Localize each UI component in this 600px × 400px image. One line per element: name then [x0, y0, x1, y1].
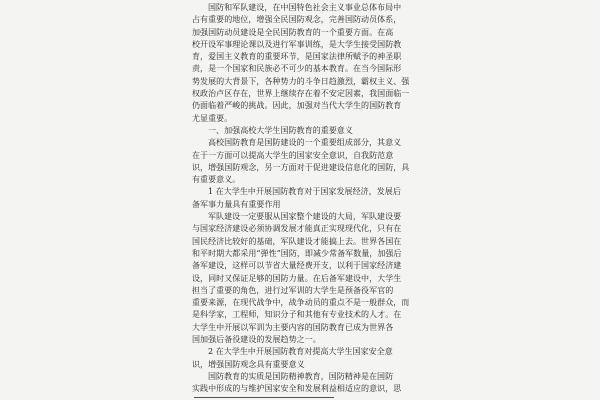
text-line: 育，爱国主义教育的重要环节，是国家法律所赋予的神圣职: [192, 52, 402, 62]
heading-text: 一、加强高校大学生国防教育的重要意义: [208, 125, 353, 135]
text-line: 校开设军事理论课以及进行军事训练，是大学生接受国防教: [192, 39, 402, 49]
text-line: 在于一方面可以提高大学生的国家安全意识，自我防范意: [192, 150, 394, 160]
text-line: 识，增强国防观念，另一方面对于促进建设信息化的国防，具: [192, 162, 410, 172]
text-line: 是科学家，工程师，知识分子和其他有专业技术的人才。在: [192, 310, 402, 320]
subheading-2: [192, 346, 417, 371]
footnote-rule: [194, 397, 334, 398]
subheading-text: 2 在大学生中开展国防教育对提高大学生国家安全意: [208, 347, 393, 357]
text-line: 备军建设，这样可以节省大量经费开支，以利于国家经济建: [192, 261, 402, 271]
text-line: 国防教育的实质是国防精神教育，国防精神是在国防: [208, 371, 394, 381]
subheading-text: 备军事力量具有重要作用: [192, 199, 281, 209]
text-line: 设，同时又保证足够的国防力量。在后备军建设中，大学生: [192, 273, 402, 283]
article-column: [192, 2, 417, 396]
text-line: 国加强后备役建设的发展趋势之一。: [192, 335, 321, 345]
text-line: 实践中形成的与维护国家安全和发展利益相适应的意识，思: [192, 384, 402, 394]
subheading-text: 1 在大学生中开展国防教育对于国家发展经济，发展后: [208, 187, 401, 197]
text-line: 军队建设一定要服从国家整个建设的大局，军队建设要: [208, 212, 402, 222]
subheading-text: 识，增强国防观念具有重要意义: [192, 359, 305, 369]
text-line: 和平时期大都采用“弹性”国防，即减少常备军数量，加强后: [192, 248, 402, 258]
paragraph-spirit: [192, 371, 417, 396]
subheading-1: [192, 186, 417, 211]
text-line: 高校国防教育是国防建设的一个重要组成部分，其意义: [208, 138, 402, 148]
text-line: 大学生中开展以军训为主要内容的国防教育已成为世界各: [192, 322, 394, 332]
text-line: 与国家经济建设必须协调发展才能真正实现现代化，只有在: [192, 224, 402, 234]
text-line: 占有重要的地位，增强全民国防观念，完善国防动员体系，: [192, 15, 402, 25]
section-heading-1: [192, 125, 417, 137]
text-line: 重要来源，在现代战争中，战争动员的重点不是一般群众，而: [192, 298, 410, 308]
paragraph-military: [192, 211, 417, 346]
text-line: 仍面临着严峻的挑战。因此，加强对当代大学生的国防教育: [192, 101, 402, 111]
text-line: 尤显重要。: [192, 113, 233, 123]
text-line: 国民经济比较好的基础，军队建设才能搞上去。世界各国在: [192, 236, 402, 246]
text-line: 势发展的大背景下，各种势力的斗争日趋激烈，霸权主义、强: [192, 76, 410, 86]
paragraph-significance: [192, 137, 417, 186]
text-line: 国防和军队建设，在中国特色社会主义事业总体布局中: [208, 3, 402, 12]
text-line: 责，是一个国家和民族必不可少的基本教育。在当今国际形: [192, 64, 402, 74]
text-line: 有重要意义。: [192, 175, 241, 185]
text-line: 加强国防动员建设是全民国防教育的一个重要方面。在高: [192, 27, 394, 37]
text-line: 担当了重要的角色，进行过军训的大学生是预备役军官的: [192, 285, 394, 295]
paragraph-intro: [192, 2, 417, 125]
text-line: 权政治卢区存在，世界上继续存在着不安定因素，我国面临一: [192, 89, 410, 99]
